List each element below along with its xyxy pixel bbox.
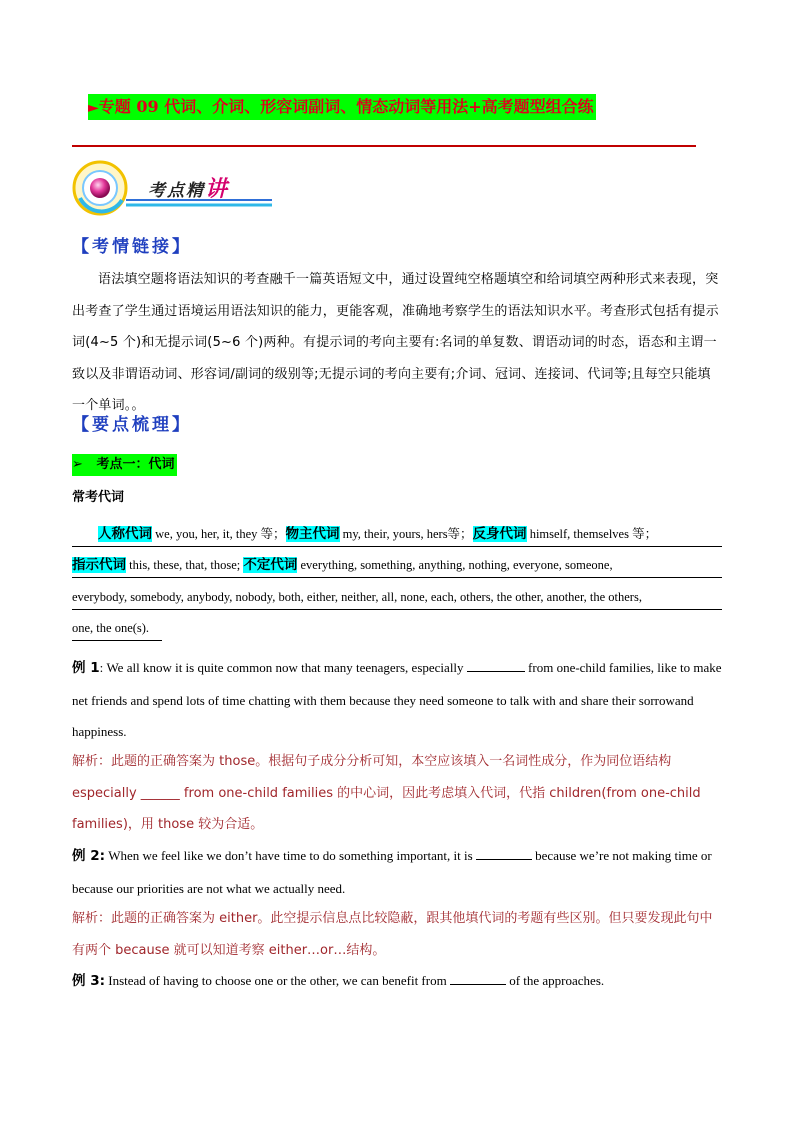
subheading-common-pronouns: 常考代词 (72, 490, 125, 505)
heading-exam-link: 【考情链接】 (72, 237, 192, 257)
answer-blank (476, 846, 532, 860)
example-3: 例 3: Instead of having to choose one or the other, we can benefit from of the approaches. (72, 973, 605, 989)
answer-blank (450, 971, 506, 985)
pronoun-line-4: one, the one(s). (72, 616, 162, 641)
label-possessive-pronoun: 物主代词 (285, 526, 340, 542)
answer-blank (467, 658, 525, 672)
arrow-icon: ► (88, 100, 99, 116)
exam-link-paragraph: 语法填空题将语法知识的考查融千一篇英语短文中，通过设置纯空格题填空和给词填空两种形式来表现，突出考查了学生通过语境运用语法知识的能力，更能客观，准确地考察学生的语法知识水平。考查形式包括有提示词(4~5 个)和无提示词(5~6 个)两种。有提示词的考向主要有:名词的单复数、谓语动词的时态，语态和主谓一致以及非谓语动词、形容词/副词的级别等;无提示词的考向主要有;介词、冠词、连接词、代词等;且每空只能填一个单词。。 (72, 272, 719, 413)
example-2-analysis: 解析：此题的正确答案为 either。此空提示信息点比较隐蔽，跟其他填代词的考题有些区别。但只要发现此句中有两个 because 就可以知道考察 either…or…结构。 (72, 911, 713, 958)
point-one-label: ➢ 考点一：代词 (72, 454, 177, 476)
section-logo-text: 考点精讲 (148, 176, 230, 202)
title-divider (72, 145, 696, 147)
label-demonstrative-pronoun: 指示代词 (72, 557, 126, 573)
label-indefinite-pronoun: 不定代词 (243, 557, 298, 573)
pronoun-line-3: everybody, somebody, anybody, nobody, both, either, neither, all, none, each, others, the other, another, the others, (72, 585, 722, 610)
title-text: 专题 09 代词、介词、形容词副词、情态动词等用法+高考题型组合练 (98, 97, 594, 116)
pronoun-line-2: 指示代词 this, these, that, those; 不定代词 everything, something, anything, nothing, everyone, someone, (72, 553, 722, 578)
example-1-analysis: 解析：此题的正确答案为 those。根据句子成分分析可知，本空应该填入一名词性成分，作为同位语结构 especially ______ from one-child families 的中心词，因此考虑填入代词，代指 children(from one-child families)，用 those 较为合适。 (72, 754, 701, 832)
label-personal-pronoun: 人称代词 (98, 526, 152, 542)
document-title (88, 94, 596, 120)
heading-key-points: 【要点梳理】 (72, 415, 192, 435)
bullet-arrow-icon: ➢ (72, 457, 83, 472)
label-reflexive-pronoun: 反身代词 (472, 526, 527, 542)
example-2: 例 2: When we feel like we don’t have time to do something important, it is because we’re not making time or because our priorities are not what we actually need. (72, 848, 712, 896)
pronoun-line-1: 人称代词 we, you, her, it, they 等；物主代词 my, their, yours, hers等；反身代词 himself, themselves 等； (72, 522, 722, 547)
example-1: 例 1: We all know it is quite common now that many teenagers, especially from one-child families, like to make net friends and spend lots of time chatting with them because they need someone to talk with and share their sorrowand happiness. (72, 660, 722, 739)
